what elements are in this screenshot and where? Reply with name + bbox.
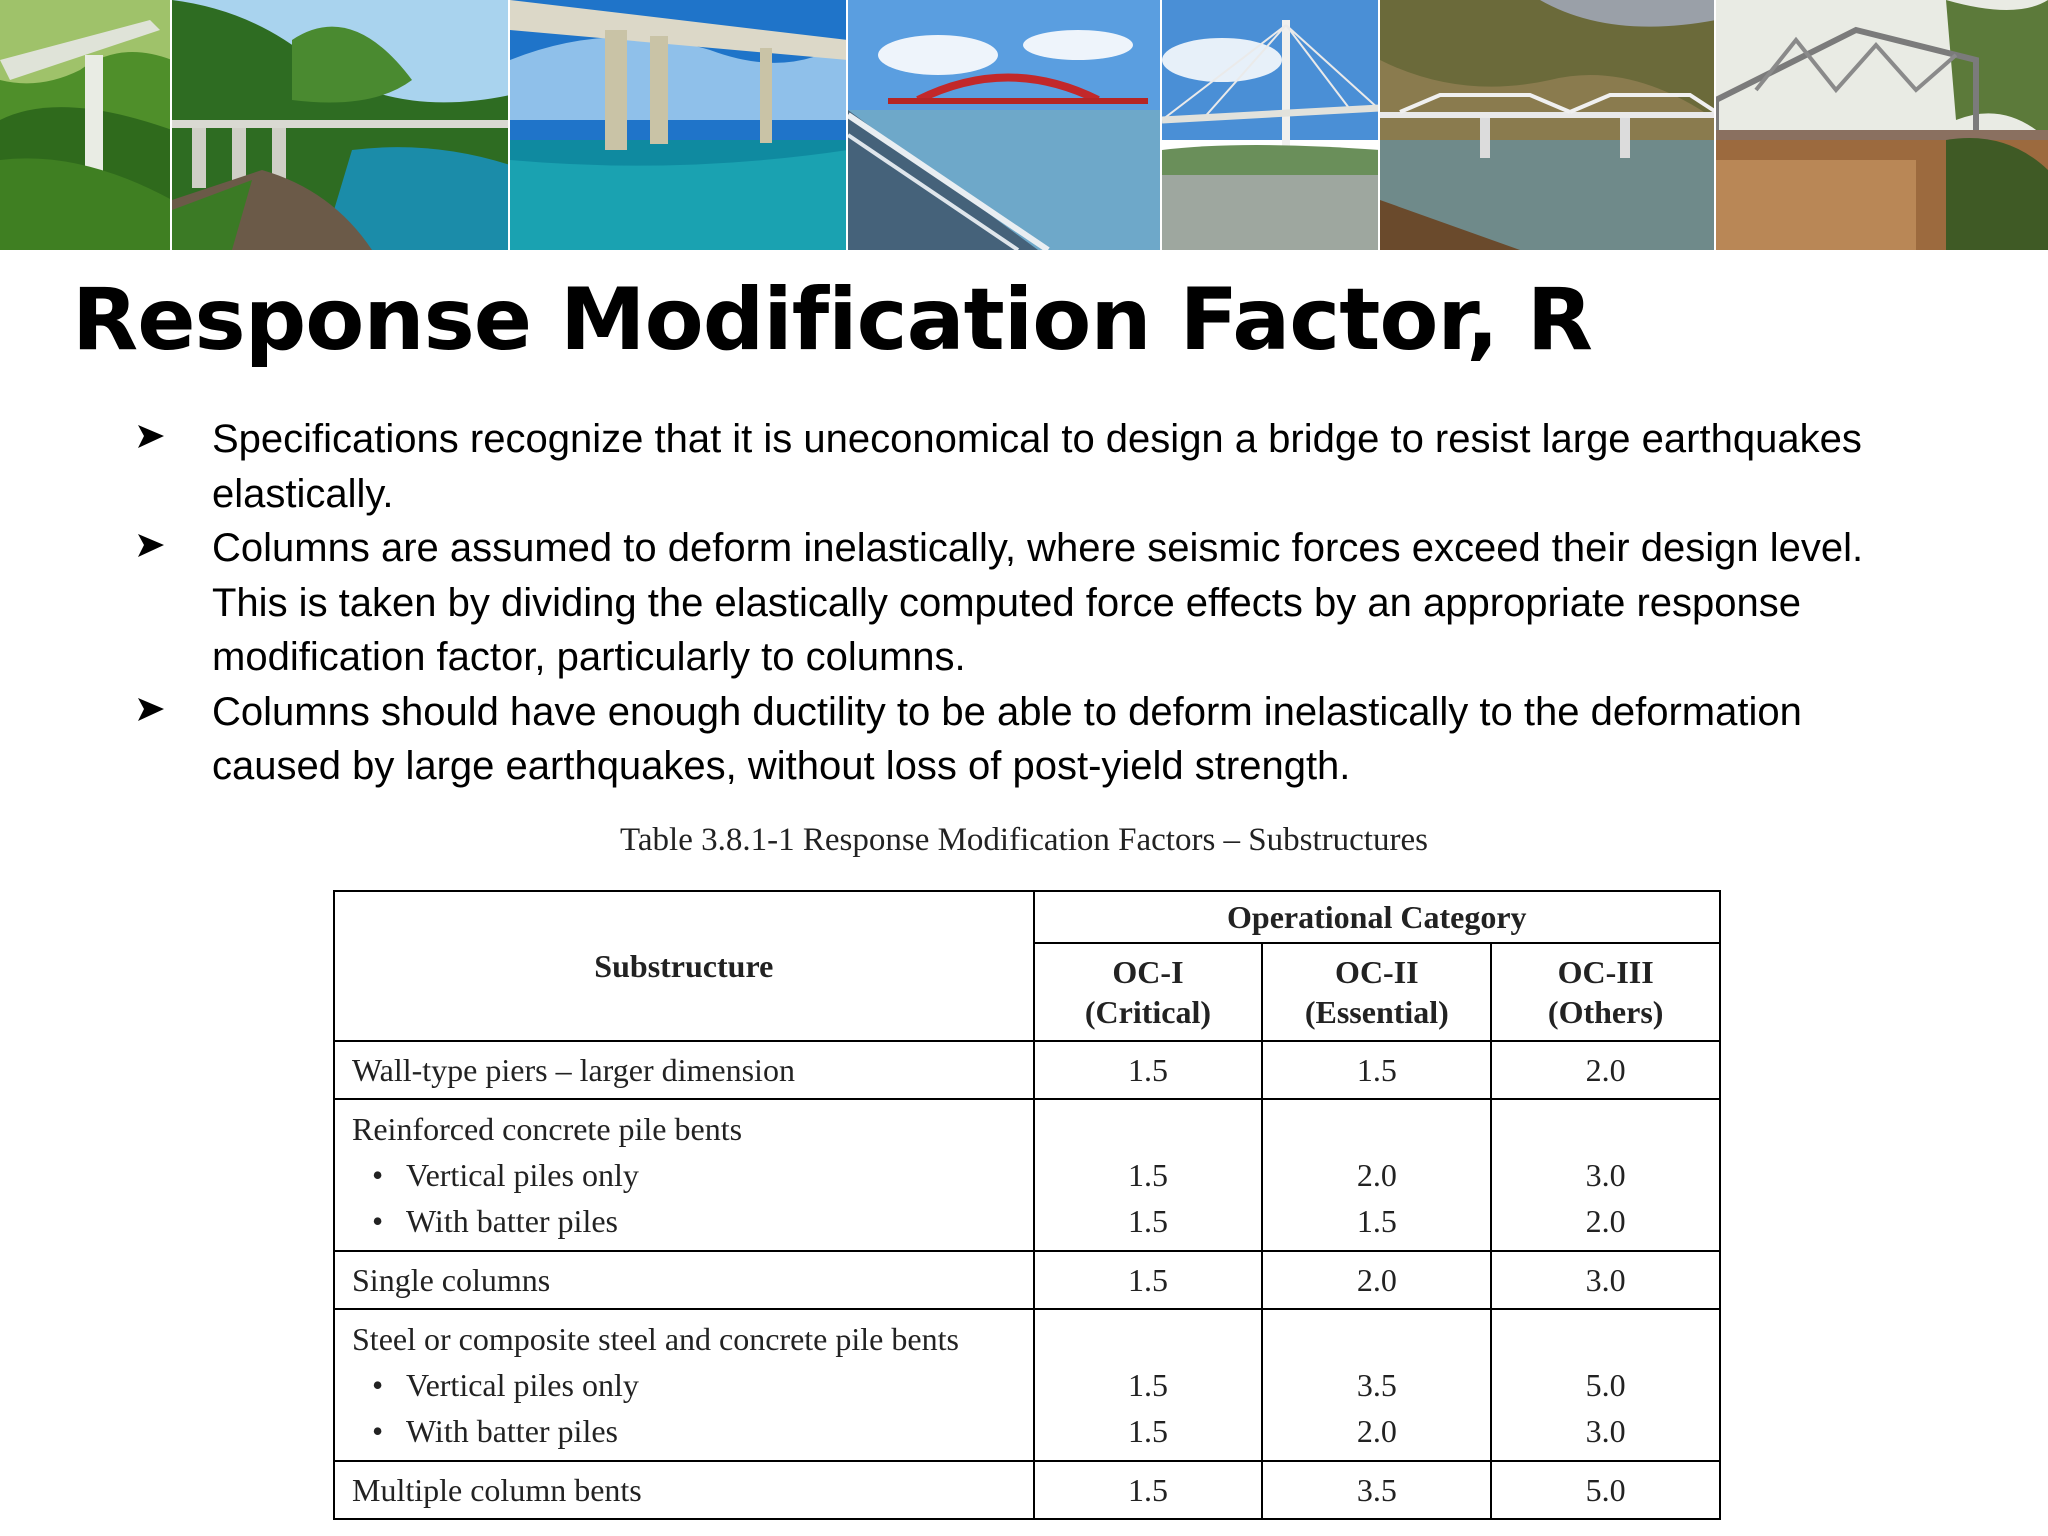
value-cell: 1.5 1.5 [1034, 1099, 1263, 1251]
sub-row-label: • With batter piles [352, 1198, 1032, 1244]
cable-stayed-bridge-photo [1162, 0, 1380, 250]
value-cell: 3.0 2.0 [1491, 1099, 1720, 1251]
value-cell: 5.0 3.0 [1491, 1309, 1720, 1461]
value-cell: 1.5 1.5 [1034, 1309, 1263, 1461]
oc2-desc: (Essential) [1304, 994, 1449, 1030]
bullet-item [136, 685, 1936, 794]
bullet-dot: • [372, 1157, 384, 1193]
bullet-dot: • [372, 1367, 384, 1403]
red-arch-bridge-photo [848, 0, 1162, 250]
operational-category-header: Operational Category [1034, 891, 1720, 943]
bullet-dot: • [372, 1203, 384, 1239]
sub-row-label: • Vertical piles only [352, 1152, 1032, 1198]
bullet-text: Columns should have enough ductility to be able to deform inelastically to the deformation caused by large earthquakes, without loss of post-yield strength. [212, 689, 1802, 788]
value-cell: 3.0 [1491, 1251, 1720, 1309]
table-row [334, 1309, 1720, 1461]
row-label-group [334, 1099, 1034, 1251]
bullet-text: Columns are assumed to deform inelastically, where seismic forces exceed their design level. This is taken by dividing the elastically computed force effects by an appropriate response modification factor, particularly to columns. [212, 526, 1864, 679]
sub-row-label: • Vertical piles only [352, 1362, 1032, 1408]
value-cell: 1.5 [1034, 1041, 1263, 1099]
arrow-bullet-icon [136, 685, 168, 739]
oc3-header [1491, 943, 1720, 1041]
value-cell: 5.0 [1491, 1461, 1720, 1519]
table-row [334, 1251, 1720, 1309]
response-modification-factors-table [333, 890, 1721, 1520]
table-caption: Table 3.8.1-1 Response Modification Factors – Substructures [620, 822, 1428, 858]
oc1-header [1034, 943, 1263, 1041]
sub-row-label: • With batter piles [352, 1408, 1032, 1454]
value-cell: 2.0 [1491, 1041, 1720, 1099]
row-label: Wall-type piers – larger dimension [334, 1041, 1034, 1099]
value-cell: 1.5 [1034, 1251, 1263, 1309]
value-cell: 3.5 [1262, 1461, 1491, 1519]
coastal-viaduct-photo [172, 0, 510, 250]
arrow-bullet-icon [136, 412, 168, 466]
bullet-dot: • [372, 1413, 384, 1449]
value-cell: 2.0 1.5 [1262, 1099, 1491, 1251]
table-row [334, 1099, 1720, 1251]
green-mountain-viaduct-photo [0, 0, 172, 250]
oc2-name: OC-II [1335, 954, 1419, 990]
value-cell: 1.5 [1262, 1041, 1491, 1099]
row-label-group [334, 1309, 1034, 1461]
oc3-desc: (Others) [1547, 994, 1664, 1030]
bullet-item [136, 521, 1936, 685]
oc1-desc: (Critical) [1084, 994, 1212, 1030]
bridge-photo-banner [0, 0, 2048, 250]
arrow-bullet-icon [136, 521, 168, 575]
value-cell: 2.0 [1262, 1251, 1491, 1309]
row-label: Reinforced concrete pile bents [352, 1111, 743, 1147]
steel-truss-bridge-river-photo [1380, 0, 1716, 250]
oc2-header [1262, 943, 1491, 1041]
value-cell: 3.5 2.0 [1262, 1309, 1491, 1461]
slide-title: Response Modification Factor, R [72, 270, 1593, 370]
table-row [334, 1041, 1720, 1099]
value-cell: 1.5 [1034, 1461, 1263, 1519]
row-label: Steel or composite steel and concrete pile bents [352, 1321, 959, 1357]
table-row [334, 1461, 1720, 1519]
bullet-item [136, 412, 1936, 521]
oc1-name: OC-I [1112, 954, 1184, 990]
oc3-name: OC-III [1557, 954, 1654, 990]
steel-truss-bridge-jungle-photo [1716, 0, 2048, 250]
row-label: Single columns [334, 1251, 1034, 1309]
bullet-list [136, 412, 1936, 794]
row-label: Multiple column bents [334, 1461, 1034, 1519]
substructure-header: Substructure [334, 891, 1034, 1041]
bullet-text: Specifications recognize that it is uneconomical to design a bridge to resist large earthquakes elastically. [212, 417, 1862, 516]
long-concrete-bridge-over-sea-photo [510, 0, 848, 250]
